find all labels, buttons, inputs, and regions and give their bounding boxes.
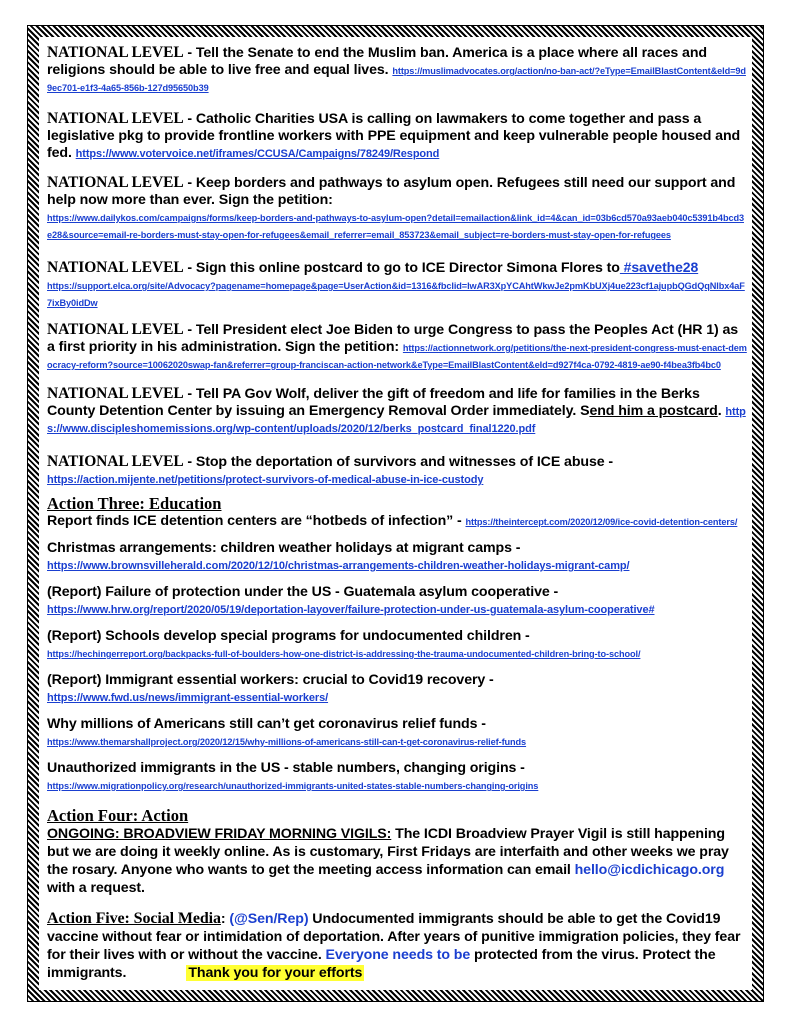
item-text: Tell the Senate to end the Muslim ban. America is a place where all races and religions should be able to live free and equal lives. [47, 45, 707, 78]
item-catholic-charities: NATIONAL LEVEL - Catholic Charities USA is calling on lawmakers to come together and pass a legislative pkg to provide frontline workers with PPE equipment and keep vulnerable people housed and fed. https://www.votervoice.net/iframes/CCUSA/Campaigns/78249/Respond [47, 110, 741, 161]
item-link[interactable]: https://www.votervoice.net/iframes/CCUSA/Campaigns/78249/Respond [75, 148, 440, 160]
action-four-heading: Action Four: Action [47, 806, 189, 825]
item-link[interactable]: https://www.dailykos.com/campaigns/forms/keep-borders-and-pathways-to-asylum-open?detail=emailaction&link_id=4&can_id=03b6cd570a93aeb040c5391b4bcd3e28&source=email-re-borders-must-stay-open-for-refugees&email_referrer=email_853723&email_subject=re-borders-must-stay-open-for-refugees [47, 213, 744, 240]
edu-link[interactable]: https://www.migrationpolicy.org/research/unauthorized-immigrants-united-states-stable-numbers-changing-origins [47, 781, 539, 791]
edu-item: Report finds ICE detention centers are “hotbeds of infection” - https://theintercept.com/2020/12/09/ice-covid-detention-centers/ [47, 513, 738, 529]
edu-link[interactable]: https://www.brownsvilleherald.com/2020/12/10/christmas-arrangements-children-weather-holidays-migrant-camp/ [47, 560, 630, 572]
item-link[interactable]: https://muslimadvocates.org/action/no-ban-act/?eType=EmailBlastContent&eId=9d9ec701-e1f3-4a65-856b-127d95650b39 [47, 66, 746, 93]
level-label: NATIONAL LEVEL [47, 259, 184, 276]
item-link[interactable]: https://action.mijente.net/petitions/protect-survivors-of-medical-abuse-in-ice-custody [47, 474, 484, 486]
item-text: Keep borders and pathways to asylum open. Refugees still need our support and help now more than ever. Sign the petition: [47, 175, 736, 208]
edu-item: Why millions of Americans still can’t get coronavirus relief funds - https://www.themarshallproject.org/2020/12/15/why-millions-of-americans-still-can-t-get-coronavirus-relief-funds [47, 716, 527, 747]
edu-link[interactable]: https://www.fwd.us/news/immigrant-essential-workers/ [47, 692, 329, 704]
item-link[interactable]: https://www.discipleshomemissions.org/wp-content/uploads/2020/12/berks_postcard_final1220.pdf [47, 406, 746, 435]
edu-link[interactable]: https://www.hrw.org/report/2020/05/19/deportation-layover/failure-protection-under-us-guatemala-asylum-cooperative# [47, 604, 655, 616]
level-label: NATIONAL LEVEL [47, 110, 184, 127]
edu-link[interactable]: https://theintercept.com/2020/12/09/ice-covid-detention-centers/ [465, 517, 738, 527]
edu-item: Unauthorized immigrants in the US - stable numbers, changing origins - https://www.migrationpolicy.org/research/unauthorized-immigrants-united-states-stable-numbers-changing-origins [47, 760, 539, 791]
item-link[interactable]: https://support.elca.org/site/Advocacy?pagename=homepage&page=UserAction&id=1316&fbclid=IwAR3XpYCAhtWkwJe2pmKbUXj4ue223cf1ajupbQGdQqNlbx4aF7ixBy0idDw [47, 281, 745, 308]
edu-link[interactable]: https://hechingerreport.org/backpacks-full-of-boulders-how-one-district-is-addressing-the-trauma-undocumented-children-bring-to-school/ [47, 649, 641, 659]
item-text: Catholic Charities USA is calling on lawmakers to come together and pass a legislative pkg to provide frontline workers with PPE equipment and keep vulnerable people housed and fed. [47, 111, 741, 161]
item-text: Stop the deportation of survivors and witnesses of ICE abuse - [195, 454, 614, 470]
edu-item: Christmas arrangements: children weather holidays at migrant camps - https://www.brownsvilleherald.com/2020/12/10/christmas-arrangements-children-weather-holidays-migrant-camp/ [47, 540, 630, 572]
email-link[interactable]: hello@icdichicago.org [574, 862, 725, 878]
item-berks: NATIONAL LEVEL - Tell PA Gov Wolf, deliver the gift of freedom and life for families in the Berks County Detention Center by issuing an Emergency Removal Order immediately. Send him a postcard. https://www.discipleshomemissions.org/wp-content/uploads/2020/12/berks_postcard_final1220.pdf [47, 385, 746, 435]
item-text: Tell PA Gov Wolf, deliver the gift of freedom and life for families in the Berks County Detention Center by issuing an Emergency Removal Order immediately. S [47, 386, 700, 419]
item-deportation: NATIONAL LEVEL - Stop the deportation of survivors and witnesses of ICE abuse - https://action.mijente.net/petitions/protect-survivors-of-medical-abuse-in-ice-custody [47, 453, 614, 486]
page-content [47, 44, 747, 984]
edu-item: (Report) Schools develop special programs for undocumented children - https://hechingerreport.org/backpacks-full-of-boulders-how-one-district-is-addressing-the-trauma-undocumented-children-bring-to-school/ [47, 628, 641, 659]
level-label: NATIONAL LEVEL [47, 453, 184, 470]
social-media-paragraph: Action Five: Social Media: (@Sen/Rep) Undocumented immigrants should be able to get the Covid19 vaccine without fear or intimidation of deportation. After years of punitive immigration policies, they fear for their lives with or without the vaccine. Everyone needs to be protected from the virus. Protect the immigrants. Thank you for your efforts [47, 910, 741, 981]
level-label: NATIONAL LEVEL [47, 321, 184, 338]
edu-item: (Report) Failure of protection under the US - Guatemala asylum cooperative - https://www.hrw.org/report/2020/05/19/deportation-layover/failure-protection-under-us-guatemala-asylum-cooperative# [47, 584, 655, 616]
action-three-heading: Action Three: Education [47, 494, 222, 513]
item-asylum: NATIONAL LEVEL - Keep borders and pathways to asylum open. Refugees still need our support and help now more than ever. Sign the petition: https://www.dailykos.com/campaigns/forms/keep-borders-and-pathways-to-asylum-open?detail=emailaction&link_id=4&can_id=03b6cd570a93aeb040c5391b4bcd3e28&source=email-re-borders-must-stay-open-for-refugees&email_referrer=email_853723&email_subject=re-borders-must-stay-open-for-refugees [47, 174, 744, 240]
hashtag-link[interactable]: #savethe28 [619, 259, 699, 275]
level-label: NATIONAL LEVEL [47, 174, 184, 191]
level-label: NATIONAL LEVEL [47, 385, 184, 402]
vigil-lead: ONGOING: BROADVIEW FRIDAY MORNING VIGILS: [47, 826, 392, 842]
thanks-highlight: Thank you for your efforts [188, 965, 363, 981]
edu-link[interactable]: https://www.themarshallproject.org/2020/12/15/why-millions-of-americans-still-can-t-get-coronavirus-relief-funds [47, 737, 527, 747]
item-peoples-act: NATIONAL LEVEL - Tell President elect Joe Biden to urge Congress to pass the Peoples Act (HR 1) as a first priority in his administration. Sign the petition: https://actionnetwork.org/petitions/the-next-president-congress-must-enact-democracy-reform?source=10062020swap-fan&referrer=group-franciscan-action-network&eType=EmailBlastContent&eId=d927f4ca-0792-4819-ae90-f4bea3fb4bc0 [47, 321, 747, 370]
edu-item: (Report) Immigrant essential workers: crucial to Covid19 recovery - https://www.fwd.us/news/immigrant-essential-workers/ [47, 672, 494, 704]
level-label: NATIONAL LEVEL [47, 44, 184, 61]
postcard-text: end him a postcard [589, 403, 718, 419]
vigil-paragraph: ONGOING: BROADVIEW FRIDAY MORNING VIGILS: The ICDI Broadview Prayer Vigil is still happening but we are doing it weekly online. As is customary, First Fridays are interfaith and other weeks we pray the rosary. Anyone who wants to get the meeting access information can email hello@icdichicago.org with a request. [47, 826, 729, 896]
tag-text: (@Sen/Rep) [229, 911, 309, 927]
item-text: Tell President elect Joe Biden to urge Congress to pass the Peoples Act (HR 1) as a first priority in his administration. Sign the petition: [47, 322, 739, 355]
item-muslim-ban: NATIONAL LEVEL - Tell the Senate to end the Muslim ban. America is a place where all races and religions should be able to live free and equal lives. https://muslimadvocates.org/action/no-ban-act/?eType=EmailBlastContent&eId=9d9ec701-e1f3-4a65-856b-127d95650b39 [47, 44, 746, 93]
item-ice-postcard: NATIONAL LEVEL - Sign this online postcard to go to ICE Director Simona Flores to #savethe28 https://support.elca.org/site/Advocacy?pagename=homepage&page=UserAction&id=1316&fbclid=IwAR3XpYCAhtWkwJe2pmKbUXj4ue223cf1ajupbQGdQqNlbx4aF7ixBy0idDw [47, 259, 745, 308]
item-link[interactable]: https://actionnetwork.org/petitions/the-next-president-congress-must-enact-democracy-reform?source=10062020swap-fan&referrer=group-franciscan-action-network&eType=EmailBlastContent&eId=d927f4ca-0792-4819-ae90-f4bea3fb4bc0 [47, 343, 747, 370]
action-five-heading: Action Five: Social Media [47, 910, 221, 927]
item-text: Sign this online postcard to go to ICE Director Simona Flores to [195, 260, 620, 276]
